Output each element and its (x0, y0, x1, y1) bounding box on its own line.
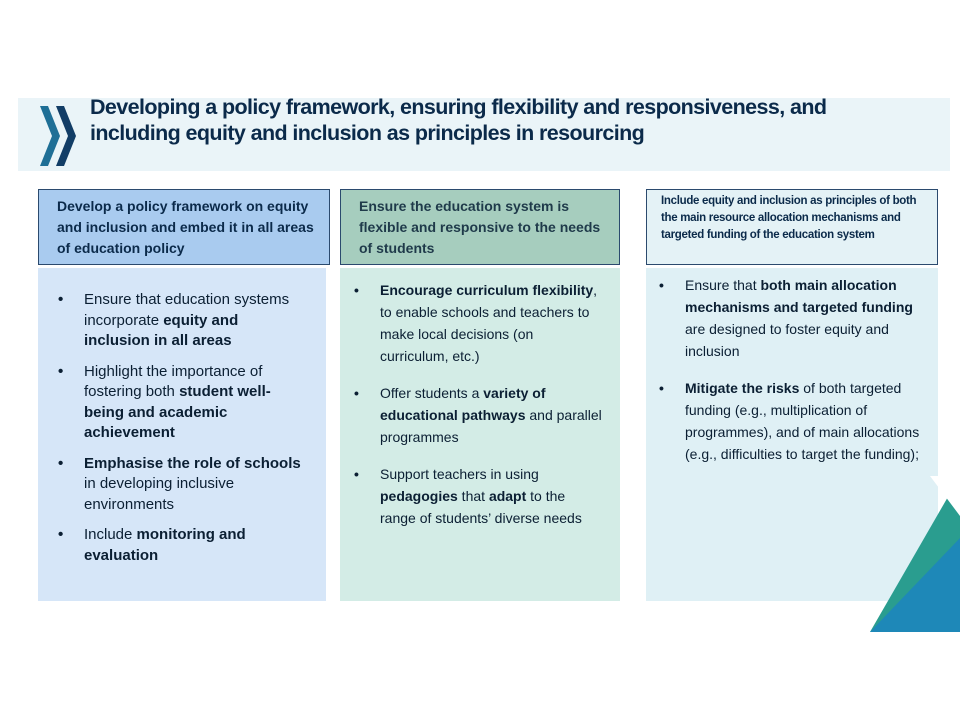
list-item: • Offer students a variety of educational pathways and parallel programmes (380, 382, 604, 448)
column-header-text: Ensure the education system is flexible and responsive to the needs of students (359, 197, 601, 256)
list-item: • Ensure that education systems incorporate equity and inclusion in all areas (84, 290, 308, 352)
list-item: • Highlight the importance of fostering both student well-being and academic achievement (84, 362, 308, 444)
double-chevron-icon (38, 104, 78, 168)
list-item: • Mitigate the risks of both targeted funding (e.g., multiplication of programmes), and of main allocations (e.g., difficulties to target the funding); (685, 377, 926, 465)
list-item: • Ensure that both main allocation mechanisms and targeted funding are designed to foster equity and inclusion (685, 274, 926, 362)
triangle-decoration-icon (870, 476, 960, 632)
column-body-policy-framework (38, 268, 326, 601)
page-title: Developing a policy framework, ensuring flexibility and responsiveness, and including equity and inclusion as principles in resourcing (90, 95, 827, 145)
list-item: • Emphasise the role of schools in developing inclusive environments (84, 454, 308, 516)
list-item: • Encourage curriculum flexibility, to enable schools and teachers to make local decisions (on curriculum, etc.) (380, 279, 604, 367)
column-header-flexible-system (340, 189, 620, 265)
column-body-flexible-system (340, 268, 620, 601)
column-header-equity-resourcing (646, 189, 938, 265)
column-header-text: Develop a policy framework on equity and inclusion and embed it in all areas of education policy (57, 197, 314, 256)
list-item: • Include monitoring and evaluation (84, 525, 308, 566)
column-header-text: Include equity and inclusion as principles of both the main resource allocation mechanisms and targeted funding of the education system (661, 195, 917, 241)
list-item: • Support teachers in using pedagogies that adapt to the range of students’ diverse needs (380, 463, 604, 529)
column-header-policy-framework (38, 189, 330, 265)
